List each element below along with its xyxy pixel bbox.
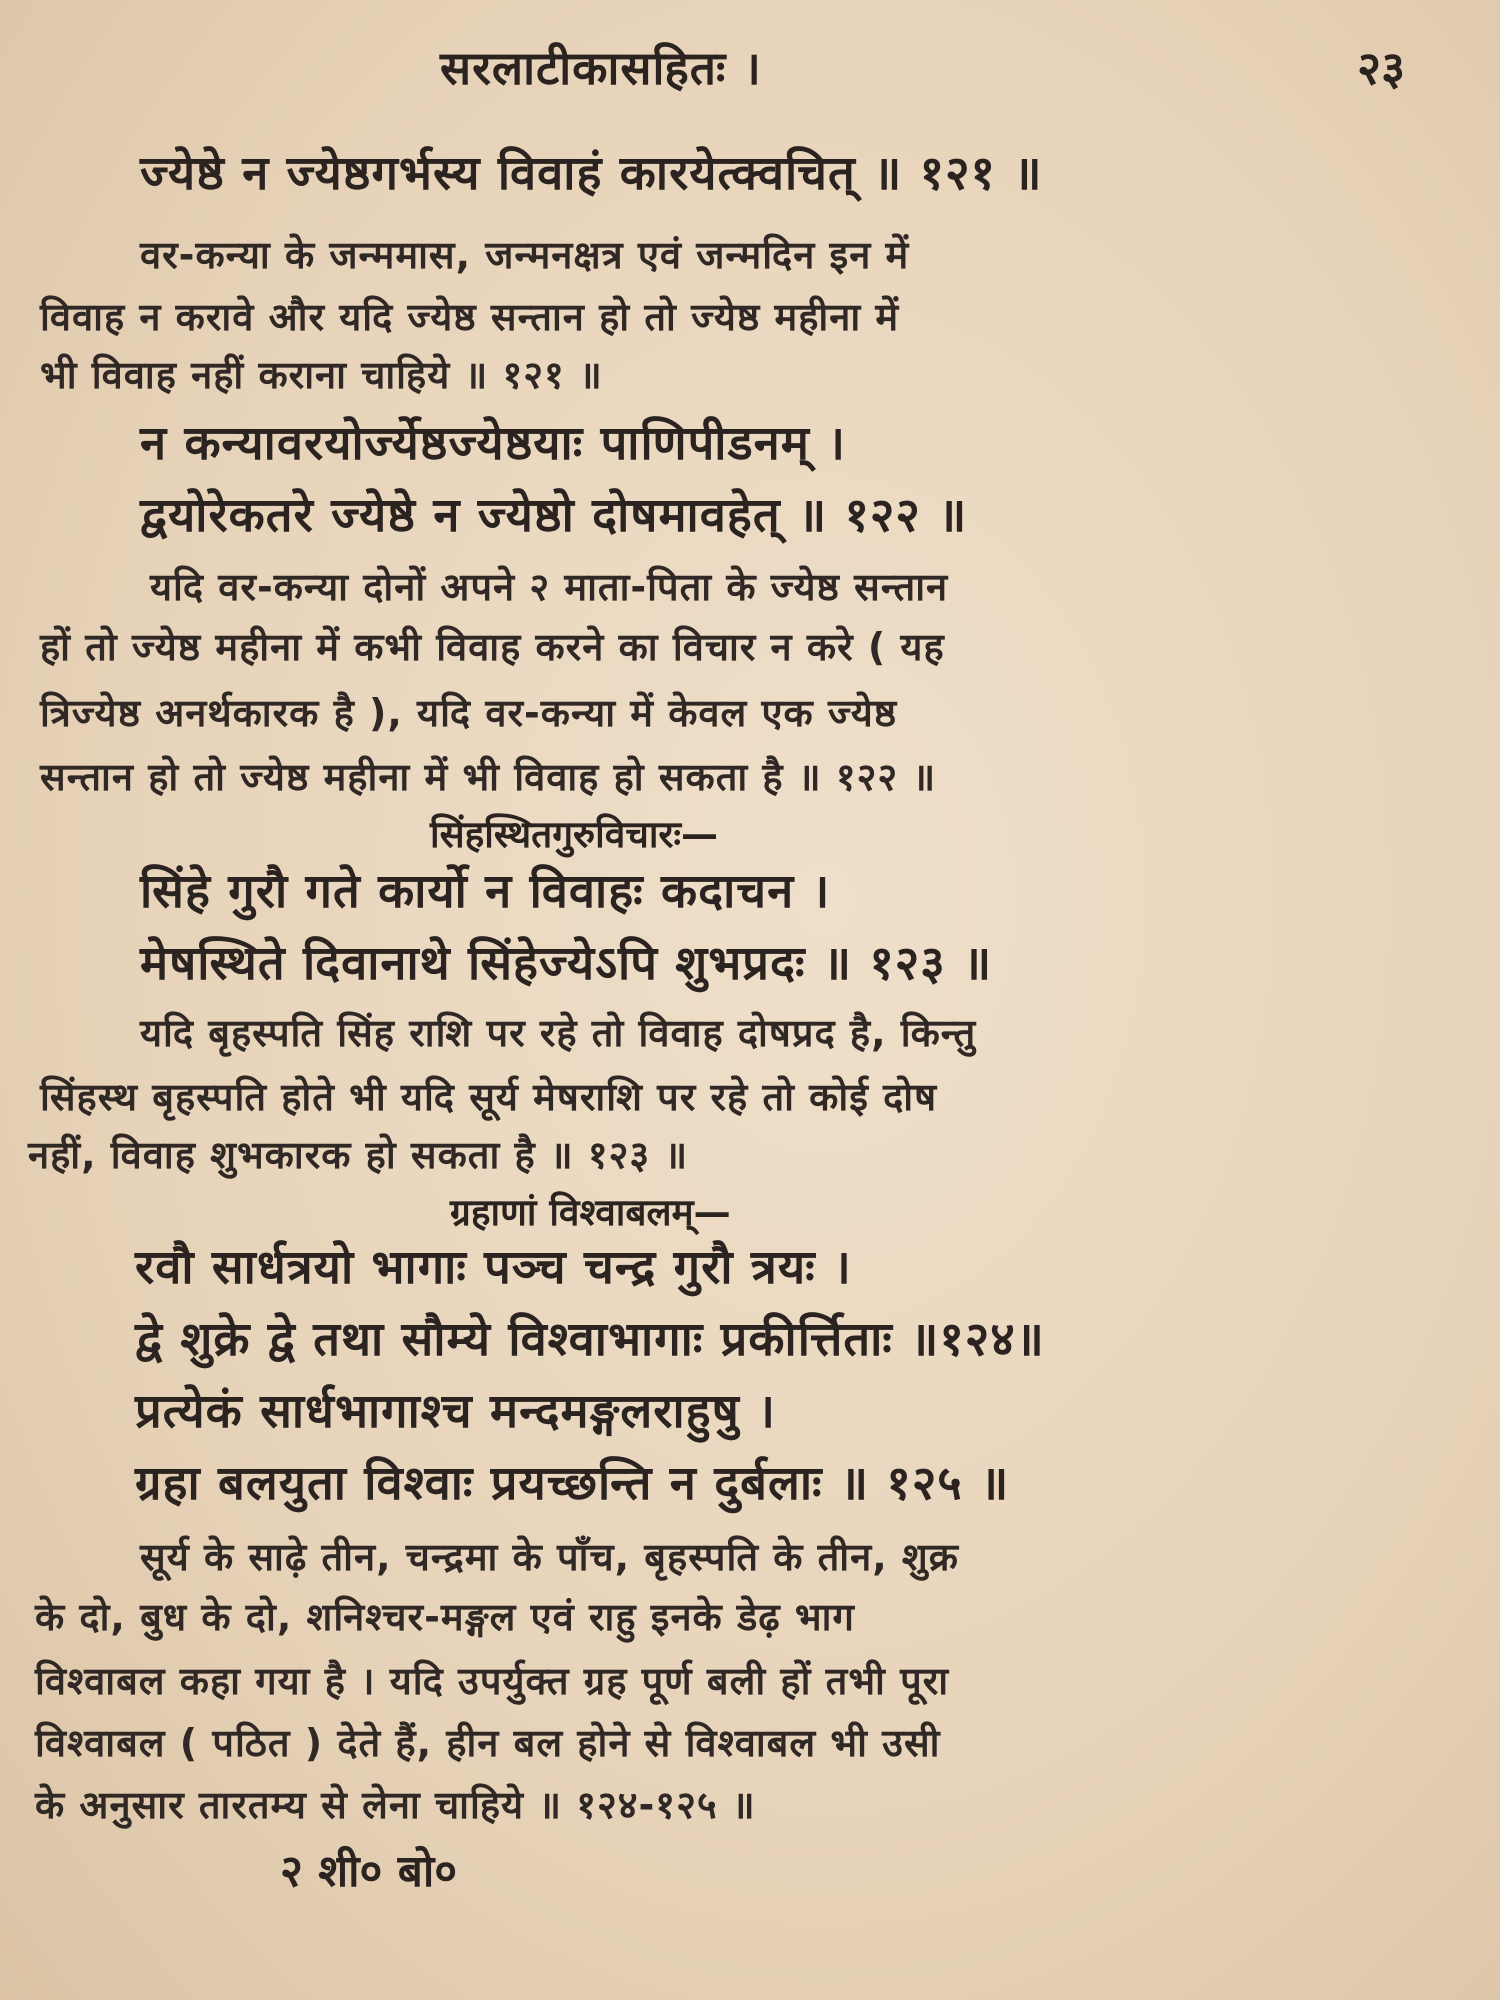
section-heading-vishva: ग्रहाणां विश्वाबलम्— <box>450 1191 731 1234</box>
running-head: सरलाटीकासहितः । <box>440 41 762 95</box>
gloss-125-line-4: विश्वाबल ( पठित ) देते हैं, हीन बल होने से विश्वाबल भी उसी <box>35 1721 941 1765</box>
page-number: २३ <box>1357 41 1405 95</box>
gloss-122-line-1: यदि वर-कन्या दोनों अपने २ माता-पिता के ज्येष्ठ सन्तान <box>150 565 949 609</box>
verse-124-line-1: रवौ सार्धत्रयो भागाः पञ्च चन्द्र गुरौ त्रयः । <box>135 1240 852 1295</box>
verse-124-line-2: द्वे शुक्रे द्वे तथा सौम्ये विश्वाभागाः प्रकीर्त्तिताः ॥१२४॥ <box>135 1312 1045 1367</box>
verse-122-line-2: द्वयोरेकतरे ज्येष्ठे न ज्येष्ठो दोषमावहेत् ॥ १२२ ॥ <box>140 488 968 543</box>
verse-121-line-2: ज्येष्ठे न ज्येष्ठगर्भस्य विवाहं कारयेत्क्वचित् ॥ १२१ ॥ <box>140 146 1043 201</box>
verse-123-line-2: मेषस्थिते दिवानाथे सिंहेज्येऽपि शुभप्रदः ॥ १२३ ॥ <box>140 936 993 991</box>
gloss-125-line-5: के अनुसार तारतम्य से लेना चाहिये ॥ १२४-१२५ ॥ <box>35 1783 756 1827</box>
printer-signature-mark: २ शी० बो० <box>280 1846 458 1897</box>
gloss-122-line-2: हों तो ज्येष्ठ महीना में कभी विवाह करने का विचार न करे ( यह <box>40 625 945 669</box>
gloss-125-line-2: के दो, बुध के दो, शनिश्चर-मङ्गल एवं राहु इनके डेढ़ भाग <box>35 1595 855 1639</box>
gloss-121-line-3: भी विवाह नहीं कराना चाहिये ॥ १२१ ॥ <box>40 353 603 397</box>
gloss-123-line-2: सिंहस्थ बृहस्पति होते भी यदि सूर्य मेषराशि पर रहे तो कोई दोष <box>40 1075 938 1119</box>
verse-123-line-1: सिंहे गुरौ गते कार्यो न विवाहः कदाचन । <box>140 864 831 919</box>
gloss-122-line-3: त्रिज्येष्ठ अनर्थकारक है ), यदि वर-कन्या में केवल एक ज्येष्ठ <box>40 691 898 735</box>
page-header <box>0 28 1500 98</box>
verse-122-line-1: न कन्यावरयोर्ज्येष्ठज्येष्ठयाः पाणिपीडनम् । <box>140 416 846 471</box>
gloss-125-line-1: सूर्य के साढ़े तीन, चन्द्रमा के पाँच, बृहस्पति के तीन, शुक्र <box>140 1535 959 1579</box>
gloss-123-line-1: यदि बृहस्पति सिंह राशि पर रहे तो विवाह दोषप्रद है, किन्तु <box>140 1011 977 1055</box>
gloss-125-line-3: विश्वाबल कहा गया है । यदि उपर्युक्त ग्रह पूर्ण बली हों तभी पूरा <box>35 1659 950 1703</box>
gloss-123-line-3: नहीं, विवाह शुभकारक हो सकता है ॥ १२३ ॥ <box>28 1133 689 1177</box>
gloss-121-line-1: वर-कन्या के जन्ममास, जन्मनक्षत्र एवं जन्मदिन इन में <box>140 233 910 277</box>
gloss-121-line-2: विवाह न करावे और यदि ज्येष्ठ सन्तान हो तो ज्येष्ठ महीना में <box>40 295 900 339</box>
verse-125-line-2: ग्रहा बलयुता विश्वाः प्रयच्छन्ति न दुर्बलाः ॥ १२५ ॥ <box>135 1456 1010 1511</box>
section-heading-simha: सिंहस्थितगुरुविचारः— <box>430 813 719 856</box>
gloss-122-line-4: सन्तान हो तो ज्येष्ठ महीना में भी विवाह हो सकता है ॥ १२२ ॥ <box>40 755 937 799</box>
verse-125-line-1: प्रत्येकं सार्धभागाश्च मन्दमङ्गलराहुषु । <box>135 1384 776 1439</box>
